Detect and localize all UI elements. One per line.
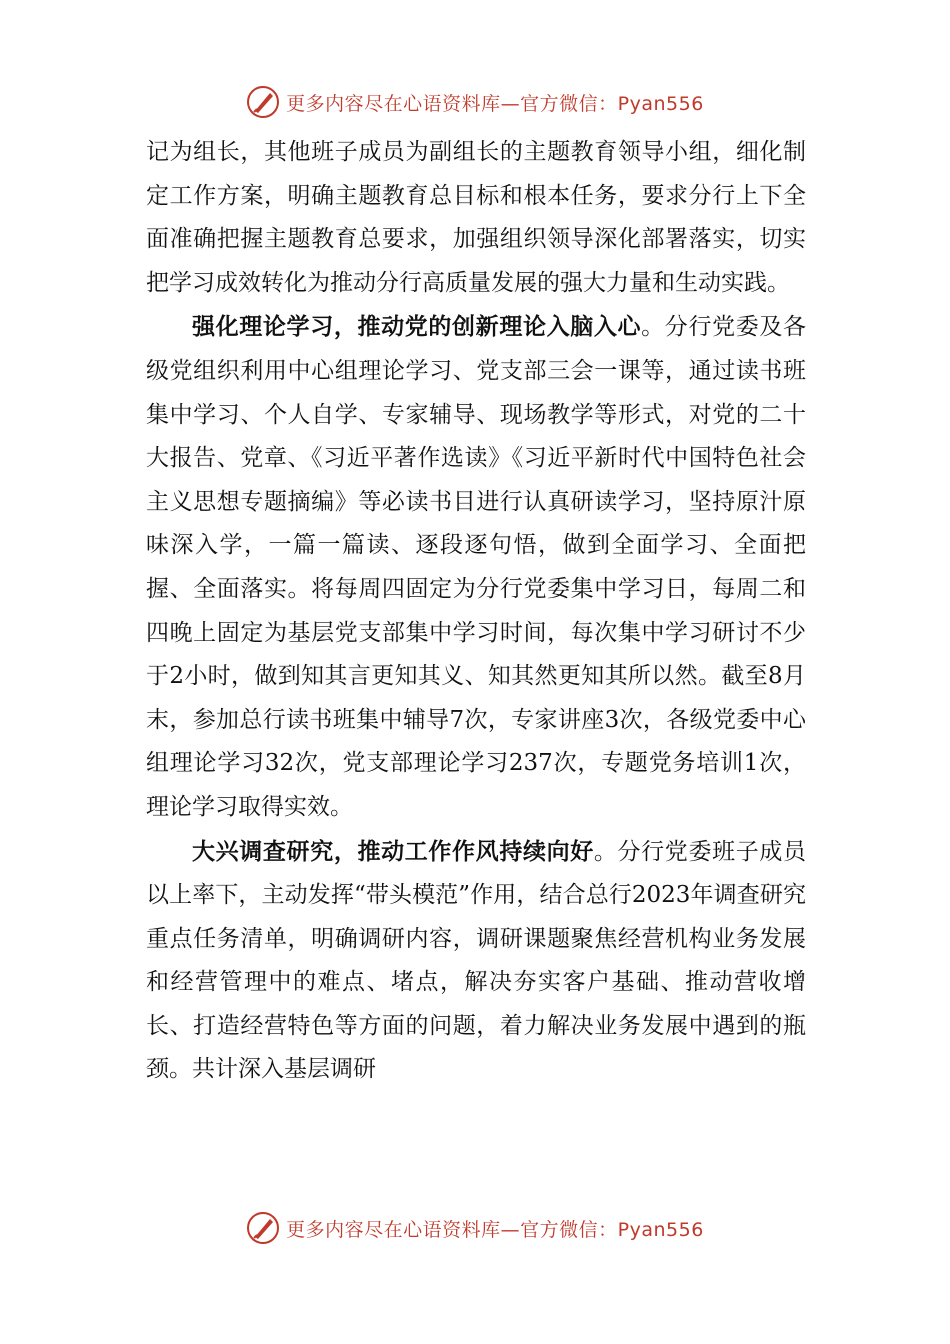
footer-watermark-banner	[0, 1208, 950, 1248]
paragraph-2	[146, 305, 806, 829]
header-banner-text: 更多内容尽在心语资料库—官方微信：Pyan556	[286, 92, 704, 115]
paragraph-3	[146, 830, 806, 1093]
footer-banner-text: 更多内容尽在心语资料库—官方微信：Pyan556	[286, 1218, 704, 1241]
paragraph-1-body: 记为组长，其他班子成员为副组长的主题教育领导小组，细化制定工作方案，明确主题教育总目标和根本任务，要求分行上下全面准确把握主题教育总要求，加强组织领导深化部署落实，切实把学习成效转化为推动分行高质量发展的强大力量和生动实践。	[146, 139, 806, 296]
paragraph-2-lead: 强化理论学习，推动党的创新理论入脑入心	[192, 313, 642, 341]
quill-logo-icon	[246, 85, 280, 119]
paragraph-3-body: 。分行党委班子成员以上率下，主动发挥“带头模范”作用，结合总行2023年调查研究重点任务清单，明确调研内容，调研课题聚焦经营机构业务发展和经营管理中的难点、堵点，解决夯实客户基础、推动营收增长、打造经营特色等方面的问题，着力解决业务发展中遇到的瓶颈。共计深入基层调研	[146, 838, 807, 1083]
paragraph-1	[146, 130, 806, 305]
document-body	[146, 130, 806, 1092]
header-watermark-banner	[0, 82, 950, 122]
paragraph-2-body: 。分行党委及各级党组织利用中心组理论学习、党支部三会一课等，通过读书班集中学习、个人自学、专家辅导、现场教学等形式，对党的二十大报告、党章、《习近平著作选读》《习近平新时代中国特色社会主义思想专题摘编》等必读书目进行认真研读学习，坚持原汁原味深入学，一篇一篇读、逐段逐句悟，做到全面学习、全面把握、全面落实。将每周四固定为分行党委集中学习日，每周二和四晚上固定为基层党支部集中学习时间，每次集中学习研讨不少于2小时，做到知其言更知其义、知其然更知其所以然。截至8月末，参加总行读书班集中辅导7次，专家讲座3次，各级党委中心组理论学习32次，党支部理论学习237次，专题党务培训1次，理论学习取得实效。	[146, 314, 807, 820]
quill-logo-icon	[246, 1211, 280, 1245]
paragraph-3-lead: 大兴调查研究，推动工作作风持续向好	[192, 837, 594, 865]
